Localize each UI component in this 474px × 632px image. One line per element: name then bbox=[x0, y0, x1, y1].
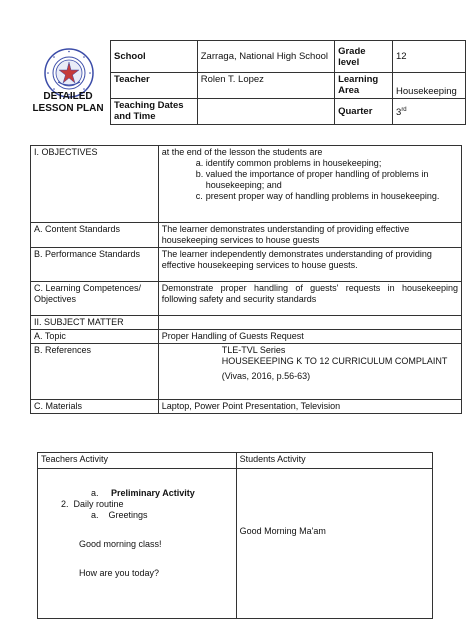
topic-value: Proper Handling of Guests Request bbox=[158, 330, 461, 344]
topic-label: A. Topic bbox=[31, 330, 159, 344]
objective-item: c. present proper way of handling problems in housekeeping. bbox=[195, 191, 440, 201]
competencies-label: C. Learning Competences/ Objectives bbox=[31, 282, 159, 316]
teacher-line-greeting: Good morning class! bbox=[79, 539, 162, 549]
school-value: Zarraga, National High School bbox=[197, 41, 334, 73]
activity-table bbox=[37, 452, 433, 619]
teacher-value: Rolen T. Lopez bbox=[197, 73, 334, 99]
greet-marker: a. bbox=[91, 510, 99, 520]
objective-item: b. valued the importance of proper handling of problems in housekeeping; and bbox=[195, 169, 429, 190]
document-title: DETAILED LESSON PLAN bbox=[32, 91, 104, 114]
subject-matter-value bbox=[158, 316, 461, 330]
materials-label: C. Materials bbox=[31, 400, 159, 414]
references-value bbox=[158, 344, 461, 400]
performance-standards-label: B. Performance Standards bbox=[31, 248, 159, 282]
header-table bbox=[110, 40, 466, 125]
objective-item: a. identify common problems in housekeeping; bbox=[195, 158, 382, 168]
routine-label: Daily routine bbox=[73, 499, 124, 509]
reference-line: TLE-TVL Series bbox=[221, 345, 286, 355]
quarter-number: 3 bbox=[396, 107, 402, 119]
preliminary-activity bbox=[41, 488, 233, 499]
greet-label: Greetings bbox=[108, 510, 148, 520]
objectives-cell bbox=[158, 146, 461, 223]
daily-routine bbox=[41, 499, 233, 510]
quarter-label: Quarter bbox=[335, 99, 393, 125]
dates-value bbox=[197, 99, 334, 125]
teacher-line-question: How are you today? bbox=[79, 568, 160, 578]
prelim-label: Preliminary Activity bbox=[111, 488, 195, 498]
students-activity-cell bbox=[236, 469, 432, 619]
teachers-activity-header: Teachers Activity bbox=[38, 453, 237, 469]
objectives-label: I. OBJECTIVES bbox=[31, 146, 159, 223]
objectives-list bbox=[162, 158, 458, 202]
content-standards-label: A. Content Standards bbox=[31, 223, 159, 248]
content-standards-value: The learner demonstrates understanding of providing effective housekeeping services to house guests bbox=[158, 223, 461, 248]
reference-line: HOUSEKEEPING K TO 12 CURRICULUM COMPLAINT bbox=[221, 356, 448, 366]
subject-matter-label: II. SUBJECT MATTER bbox=[31, 316, 159, 330]
student-line-greeting: Good Morning Ma'am bbox=[239, 526, 326, 536]
quarter-value bbox=[393, 99, 466, 125]
competencies-value: Demonstrate proper handling of guests' requests in housekeeping following safety and security standards bbox=[158, 282, 461, 316]
teachers-activity-cell bbox=[38, 469, 237, 619]
greetings bbox=[41, 510, 233, 521]
grade-value: 12 bbox=[393, 41, 466, 73]
materials-value: Laptop, Power Point Presentation, Television bbox=[158, 400, 461, 414]
teacher-label: Teacher bbox=[111, 73, 198, 99]
quarter-suffix: rd bbox=[401, 106, 407, 113]
area-label: Learning Area bbox=[335, 73, 393, 99]
performance-standards-value: The learner independently demonstrates understanding of providing effective housekeeping services to house guests. bbox=[158, 248, 461, 282]
grade-label: Grade level bbox=[335, 41, 393, 73]
references-label: B. References bbox=[31, 344, 159, 400]
students-activity-header: Students Activity bbox=[236, 453, 432, 469]
reference-line: (Vivas, 2016, p.56-63) bbox=[221, 371, 311, 381]
prelim-marker: a. bbox=[91, 488, 99, 498]
routine-marker: 2. bbox=[61, 499, 69, 509]
area-value: Housekeeping bbox=[393, 73, 466, 99]
dates-label: Teaching Dates and Time bbox=[111, 99, 198, 125]
objectives-intro: at the end of the lesson the students are bbox=[161, 147, 323, 157]
school-label: School bbox=[111, 41, 198, 73]
lesson-plan-table bbox=[30, 145, 462, 414]
